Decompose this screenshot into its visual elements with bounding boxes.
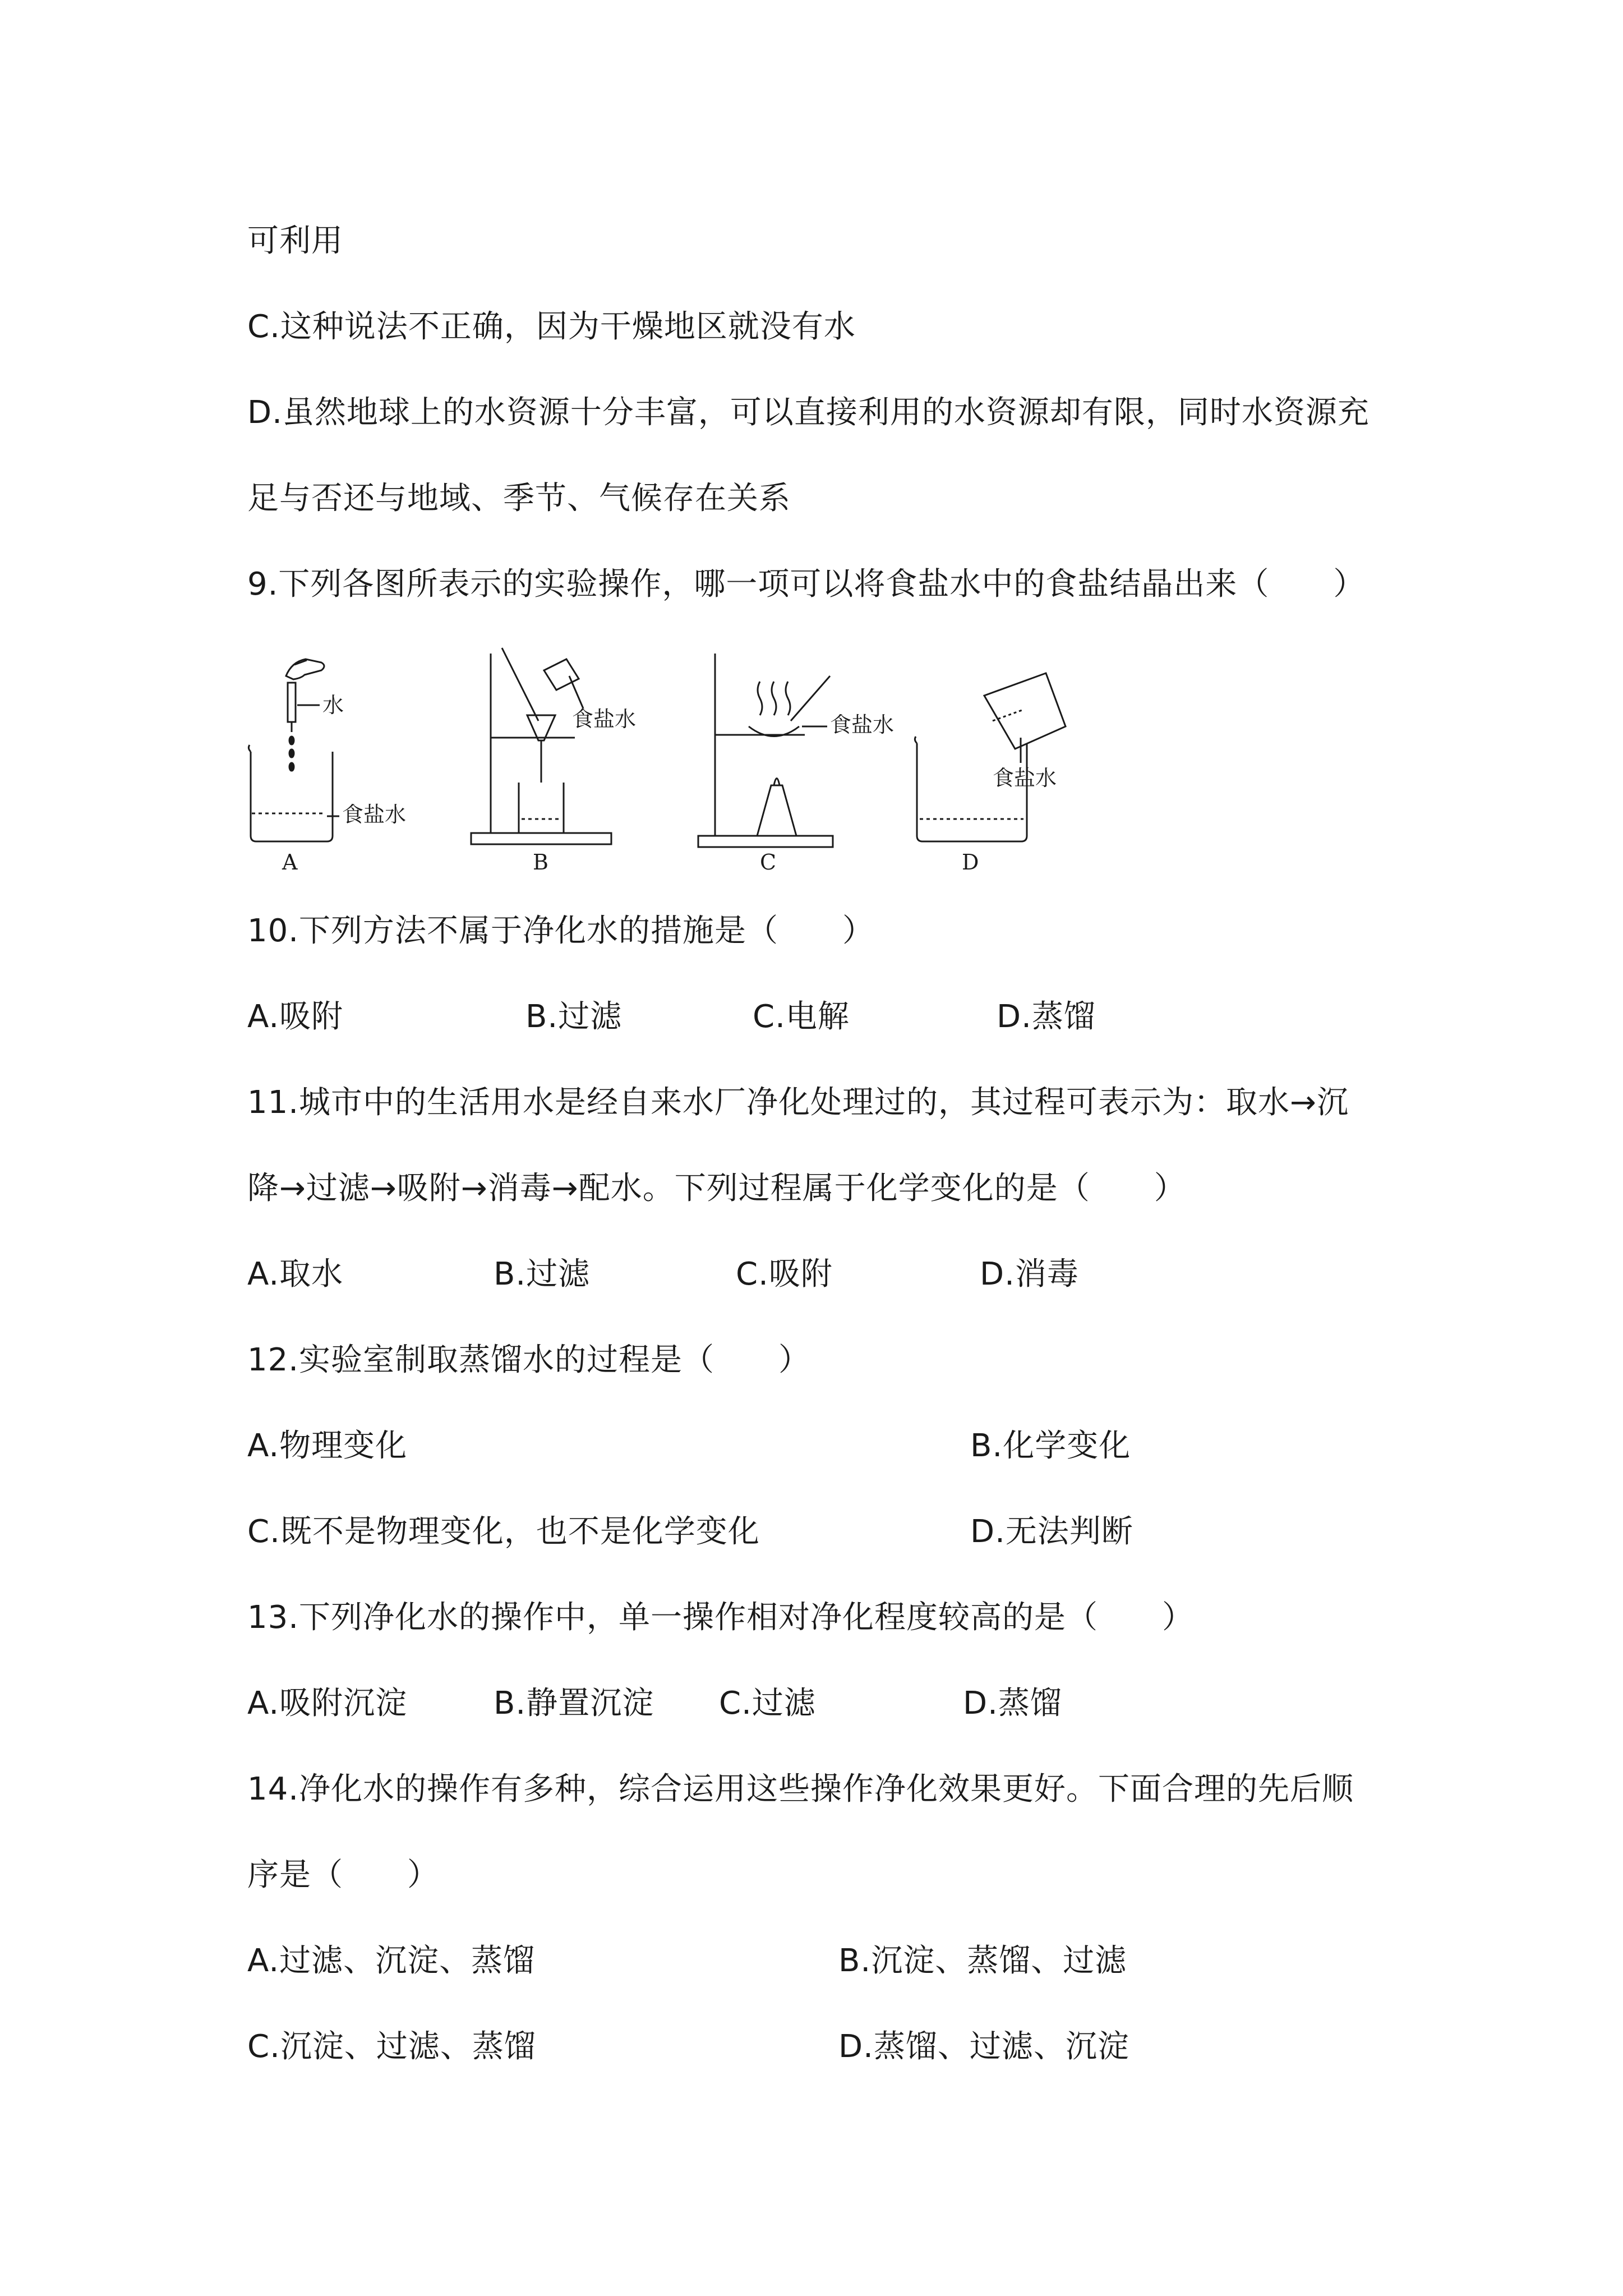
question-9-figure [238, 642, 1088, 878]
option-d: D.虽然地球上的水资源十分丰富，可以直接利用的水资源却有限，同时水资源充 [247, 394, 1370, 431]
question-13-stem: 13.下列净化水的操作中，单一操作相对净化程度较高的是（ ） [247, 1599, 1195, 1636]
option-a: A.物理变化 [247, 1428, 408, 1464]
option-d: D.蒸馏 [997, 999, 1096, 1035]
question-14-stem-continued: 序是（ ） [247, 1857, 439, 1893]
option-a: A.过滤、沉淀、蒸馏 [247, 1943, 536, 1979]
label-salt-water-c: 食盐水 [830, 712, 895, 737]
option-c: C.既不是物理变化，也不是化学变化 [247, 1513, 760, 1550]
question-11-stem: 11.城市中的生活用水是经自来水厂净化处理过的，其过程可表示为：取水→沉 [247, 1084, 1349, 1121]
option-a: A.吸附沉淀 [247, 1685, 408, 1722]
option-b: B.化学变化 [970, 1428, 1131, 1464]
option-c-continued: C.这种说法不正确，因为干燥地区就没有水 [247, 309, 856, 345]
option-a: A.取水 [247, 1256, 344, 1292]
question-12-stem: 12.实验室制取蒸馏水的过程是（ ） [247, 1342, 811, 1378]
label-water: 水 [322, 693, 344, 717]
panel-label-d: D [962, 850, 979, 875]
question-11-stem-continued: 降→过滤→吸附→消毒→配水。下列过程属于化学变化的是（ ） [247, 1170, 1186, 1207]
question-9-stem: 9.下列各图所表示的实验操作，哪一项可以将食盐水中的食盐结晶出来（ ） [247, 566, 1366, 602]
question-10-stem: 10.下列方法不属于净化水的措施是（ ） [247, 913, 875, 949]
option-d-continued: 足与否还与地域、季节、气候存在关系 [247, 480, 791, 517]
option-c: C.吸附 [736, 1256, 833, 1292]
panel-d-pouring [915, 673, 1066, 841]
option-b: B.沉淀、蒸馏、过滤 [838, 1943, 1127, 1979]
label-salt-water-a: 食盐水 [342, 802, 407, 827]
option-c: C.电解 [753, 999, 850, 1035]
option-c: C.沉淀、过滤、蒸馏 [247, 2028, 536, 2065]
option-d: D.消毒 [980, 1256, 1079, 1292]
text-line: 可利用 [247, 223, 343, 259]
panel-label-b: B [533, 850, 548, 875]
option-d: D.蒸馏 [963, 1685, 1062, 1722]
panel-label-a: A [282, 850, 298, 875]
option-d: D.蒸馏、过滤、沉淀 [838, 2028, 1129, 2065]
label-salt-water-d: 食盐水 [993, 766, 1057, 790]
panel-a-dropper-beaker [248, 659, 339, 841]
option-b: B.过滤 [525, 999, 623, 1035]
option-b: B.静置沉淀 [494, 1685, 654, 1722]
question-14-stem: 14.净化水的操作有多种，综合运用这些操作净化效果更好。下面合理的先后顺 [247, 1771, 1354, 1807]
panel-b-filtration [471, 648, 611, 844]
option-b: B.过滤 [494, 1256, 591, 1292]
option-c: C.过滤 [719, 1685, 816, 1722]
option-d: D.无法判断 [970, 1513, 1133, 1550]
panel-label-c: C [760, 850, 777, 875]
option-a: A.吸附 [247, 999, 344, 1035]
label-salt-water-b: 食盐水 [572, 707, 637, 731]
panel-c-evaporation [698, 654, 833, 847]
